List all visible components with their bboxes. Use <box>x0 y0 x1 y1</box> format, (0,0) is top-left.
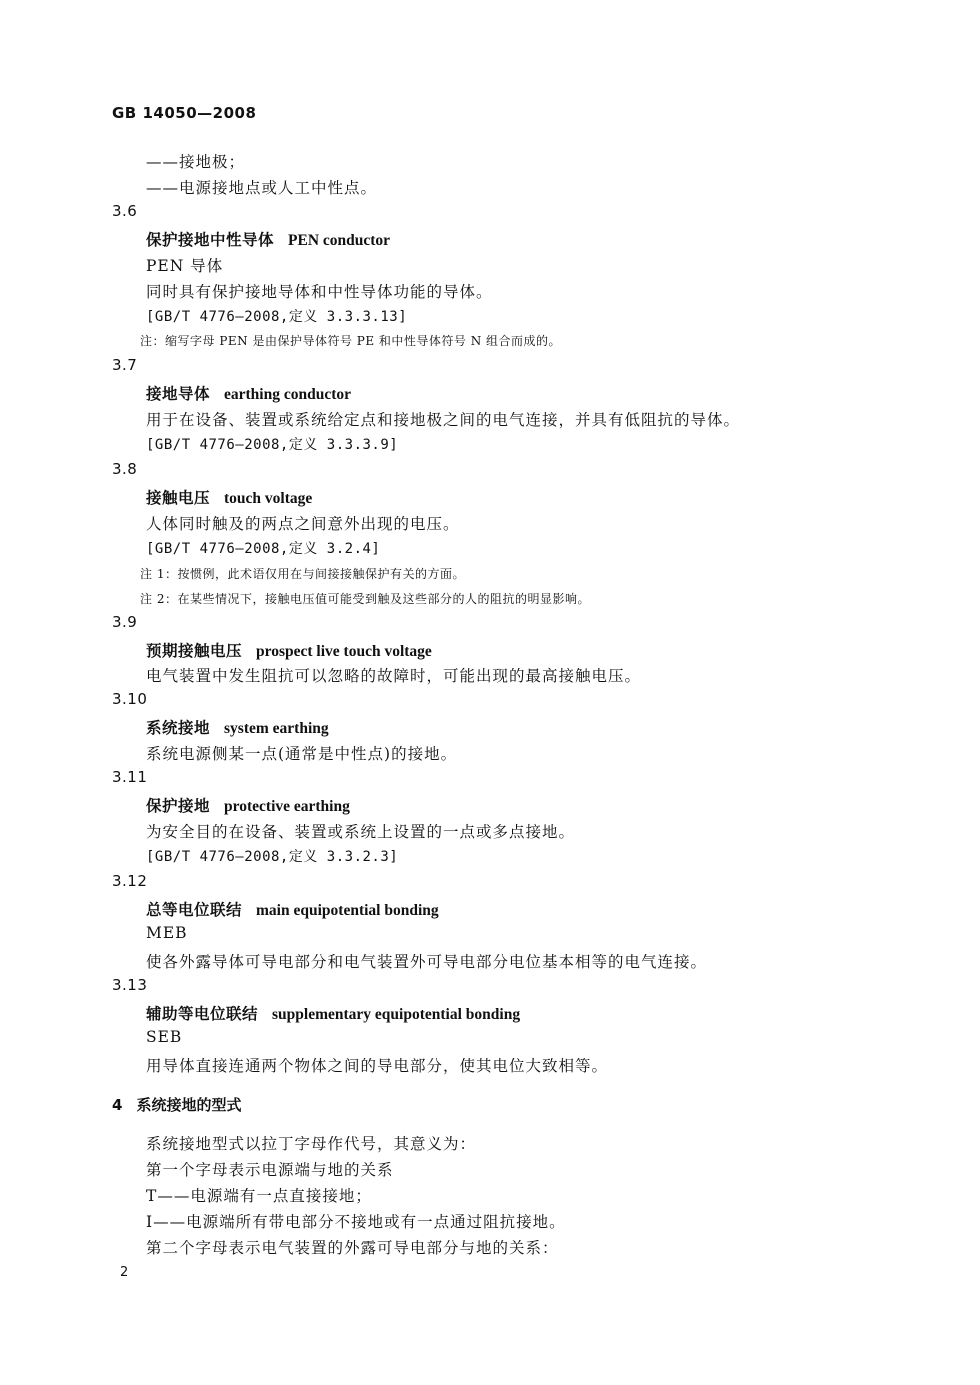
term-cn: 系统接地 <box>146 718 211 737</box>
term-definition: 使各外露导体可导电部分和电气装置外可导电部分电位基本相等的电气连接。 <box>146 953 708 971</box>
intro-item: ——电源接地点或人工中性点。 <box>146 179 378 197</box>
term-reference: [GB/T 4776—2008,定义 3.3.2.3] <box>146 849 399 865</box>
term-cn: 保护接地中性导体 <box>146 230 275 249</box>
clause-paragraph: 第二个字母表示电气装置的外露可导电部分与地的关系： <box>146 1239 559 1257</box>
term-cn: 保护接地 <box>146 796 211 815</box>
term-en: protective earthing <box>224 798 350 815</box>
clause-number: 3.12 <box>112 872 148 890</box>
term-definition: 用导体直接连通两个物体之间的导电部分，使其电位大致相等。 <box>146 1057 609 1075</box>
term-heading <box>146 1002 520 1024</box>
clause-heading-title: 系统接地的型式 <box>136 1096 242 1114</box>
term-definition: 同时具有保护接地导体和中性导体功能的导体。 <box>146 283 493 301</box>
term-en: supplementary equipotential bonding <box>272 1006 521 1023</box>
term-heading <box>146 716 329 738</box>
term-heading <box>146 382 351 404</box>
clause-number: 3.8 <box>112 460 138 478</box>
term-cn: 接地导体 <box>146 384 211 403</box>
clause-number: 3.6 <box>112 202 138 220</box>
term-en: main equipotential bonding <box>256 902 439 919</box>
clause-paragraph: 第一个字母表示电源端与地的关系 <box>146 1161 394 1179</box>
term-cn: 辅助等电位联结 <box>146 1004 259 1023</box>
clause-heading <box>112 1094 241 1115</box>
clause-number: 3.13 <box>112 976 148 994</box>
term-definition: 人体同时触及的两点之间意外出现的电压。 <box>146 515 460 533</box>
clause-paragraph: T——电源端有一点直接接地； <box>146 1187 372 1205</box>
term-reference: [GB/T 4776—2008,定义 3.3.3.9] <box>146 437 399 453</box>
clause-number: 3.9 <box>112 613 138 631</box>
term-en: system earthing <box>224 720 329 737</box>
term-definition: 系统电源侧某一点(通常是中性点)的接地。 <box>146 745 458 763</box>
term-cn: 总等电位联结 <box>146 900 243 919</box>
term-reference: [GB/T 4776—2008,定义 3.3.3.13] <box>146 309 408 325</box>
clause-heading-number: 4 <box>112 1096 123 1114</box>
term-abbreviation: PEN 导体 <box>146 257 224 275</box>
term-heading <box>146 486 312 508</box>
intro-item: ——接地极； <box>146 153 246 171</box>
term-heading <box>146 898 439 920</box>
clause-number: 3.7 <box>112 356 138 374</box>
term-en: prospect live touch voltage <box>256 643 432 660</box>
clause-paragraph: I——电源端所有带电部分不接地或有一点通过阻抗接地。 <box>146 1213 566 1231</box>
page-number: 2 <box>120 1265 129 1280</box>
term-cn: 预期接触电压 <box>146 641 243 660</box>
term-en: earthing conductor <box>224 386 352 403</box>
term-definition: 为安全目的在设备、装置或系统上设置的一点或多点接地。 <box>146 823 576 841</box>
term-abbreviation: MEB <box>146 924 188 942</box>
term-note: 注：缩写字母 PEN 是由保护导体符号 PE 和中性导体符号 N 组合而成的。 <box>140 334 562 348</box>
term-reference: [GB/T 4776—2008,定义 3.2.4] <box>146 541 381 557</box>
clause-number: 3.11 <box>112 768 148 786</box>
term-definition: 电气装置中发生阻抗可以忽略的故障时，可能出现的最高接触电压。 <box>146 667 642 685</box>
term-heading <box>146 639 432 661</box>
term-note: 注 2：在某些情况下，接触电压值可能受到触及这些部分的人的阻抗的明显影响。 <box>140 592 590 606</box>
term-cn: 接触电压 <box>146 488 211 507</box>
term-heading <box>146 794 350 816</box>
term-en: touch voltage <box>224 490 313 507</box>
standard-header: GB 14050—2008 <box>112 104 257 122</box>
term-note: 注 1：按惯例，此术语仅用在与间接接触保护有关的方面。 <box>140 567 465 581</box>
clause-paragraph: 系统接地型式以拉丁字母作代号，其意义为： <box>146 1135 477 1153</box>
term-heading <box>146 228 390 250</box>
term-en: PEN conductor <box>288 232 391 249</box>
term-definition: 用于在设备、装置或系统给定点和接地极之间的电气连接，并具有低阻抗的导体。 <box>146 411 741 429</box>
term-abbreviation: SEB <box>146 1028 183 1046</box>
clause-number: 3.10 <box>112 690 148 708</box>
